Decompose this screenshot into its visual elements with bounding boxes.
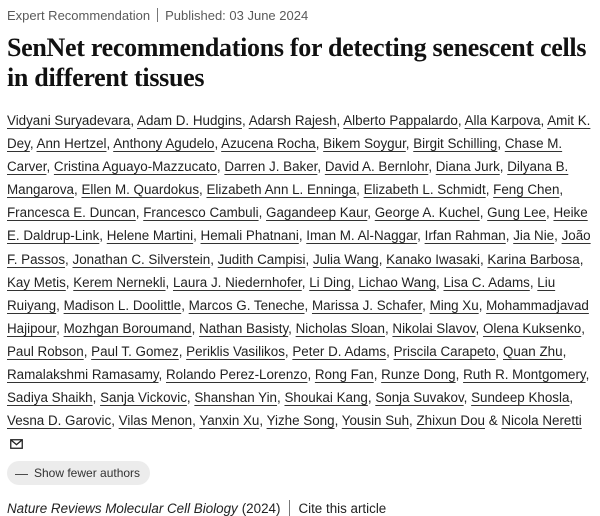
author-link[interactable]: David A. Bernlohr <box>324 159 429 175</box>
author-link[interactable]: Adarsh Rajesh <box>248 113 337 128</box>
author-link[interactable]: Francesco Cambuli <box>143 205 259 221</box>
author-link[interactable]: Kerem Nernekli <box>73 274 166 290</box>
author-link[interactable]: Gung Lee <box>487 205 546 221</box>
article-type: Expert Recommendation <box>7 7 151 23</box>
author-link[interactable]: Yanxin Xu <box>199 413 260 429</box>
author-link[interactable]: Madison L. Doolittle <box>63 297 182 313</box>
author-link[interactable]: Ming Xu <box>429 297 479 313</box>
author-link[interactable]: Priscila Carapeto <box>393 343 496 359</box>
author-link[interactable]: Helene Martini <box>106 228 194 244</box>
envelope-icon[interactable] <box>10 439 23 449</box>
author-link[interactable]: Ellen M. Quardokus <box>81 182 200 198</box>
author-link[interactable]: Gagandeep Kaur <box>266 205 368 221</box>
author-link[interactable]: Sundeep Khosla <box>471 390 570 406</box>
author-link[interactable]: Mohammadjavad Hajipour <box>7 297 589 336</box>
author-link[interactable]: Irfan Rahman <box>424 228 506 244</box>
author-link[interactable]: Vesna D. Garovic <box>7 413 112 429</box>
author-link[interactable]: Ruth R. Montgomery <box>463 367 586 383</box>
author-link[interactable]: Chase M. Carver <box>7 136 563 175</box>
author-link[interactable]: Sadiya Shaikh <box>7 390 93 406</box>
author-link[interactable]: Liu Ruiyang <box>7 274 556 313</box>
author-link[interactable]: Peter D. Adams <box>292 343 387 359</box>
author-link[interactable]: Heike E. Daldrup-Link <box>7 205 588 244</box>
author-link[interactable]: Shanshan Yin <box>194 390 278 406</box>
author-link[interactable]: Birgit Schilling <box>413 136 498 152</box>
author-link[interactable]: Nikolai Slavov <box>392 320 476 336</box>
author-link[interactable]: George A. Kuchel <box>374 205 480 221</box>
author-link[interactable]: Mozhgan Boroumand <box>63 320 192 336</box>
author-link[interactable]: Iman M. Al-Naggar <box>306 228 418 244</box>
author-link[interactable]: Runze Dong <box>381 367 456 383</box>
author-link[interactable]: Sanja Vickovic <box>100 390 187 406</box>
citation-divider <box>289 500 290 516</box>
author-link[interactable]: Yizhe Song <box>266 413 335 429</box>
show-fewer-label: Show fewer authors <box>34 466 141 481</box>
author-link[interactable]: Zhixun Dou <box>416 413 485 429</box>
author-link[interactable]: Quan Zhu <box>503 343 563 359</box>
author-link[interactable]: Rong Fan <box>314 367 374 383</box>
journal-link[interactable]: Nature Reviews Molecular Cell Biology <box>7 500 238 516</box>
author-link[interactable]: Marissa J. Schafer <box>311 297 423 313</box>
minus-icon: — <box>15 465 28 481</box>
author-link[interactable]: Darren J. Baker <box>224 159 318 175</box>
author-link[interactable]: Periklis Vasilikos <box>186 343 285 359</box>
author-link[interactable]: Li Ding <box>309 274 351 290</box>
author-link[interactable]: Amit K. Dey <box>7 113 591 152</box>
article-meta <box>7 7 595 23</box>
author-link[interactable]: Bikem Soygur <box>323 136 406 152</box>
author-link[interactable]: Vidyani Suryadevara <box>7 113 131 128</box>
author-link[interactable]: Alla Karpova <box>464 113 541 128</box>
author-link[interactable]: Judith Campisi <box>217 251 306 267</box>
author-link[interactable]: Paul T. Gomez <box>91 343 179 359</box>
author-link[interactable]: Cristina Aguayo-Mazzucato <box>53 159 217 175</box>
author-link[interactable]: Adam D. Hudgins <box>137 113 242 128</box>
author-link[interactable]: Yousin Suh <box>341 413 410 429</box>
author-separator: & <box>488 413 498 429</box>
author-link[interactable]: Vilas Menon <box>118 413 193 429</box>
article-title: SenNet recommendations for detecting senescent cells in different tissues <box>7 33 587 92</box>
author-link[interactable]: Nicholas Sloan <box>295 320 385 336</box>
author-link[interactable]: Elizabeth Ann L. Enninga <box>206 182 357 198</box>
author-link[interactable]: Jonathan C. Silverstein <box>72 251 211 267</box>
author-link[interactable]: Lisa C. Adams <box>443 274 530 290</box>
author-link[interactable]: Anthony Agudelo <box>113 136 215 152</box>
author-link[interactable]: Karina Barbosa <box>487 251 580 267</box>
author-link[interactable]: Nicola Neretti <box>501 413 582 429</box>
author-link[interactable]: Alberto Pappalardo <box>343 113 458 128</box>
author-link[interactable]: Marcos G. Teneche <box>188 297 305 313</box>
citation-line <box>7 500 595 516</box>
author-link[interactable]: Jia Nie <box>513 228 555 244</box>
author-link[interactable]: Hemali Phatnani <box>200 228 299 244</box>
author-link[interactable]: Sonja Suvakov <box>375 390 464 406</box>
author-link[interactable]: João F. Passos <box>7 228 591 267</box>
meta-divider <box>157 8 158 22</box>
author-link[interactable]: Laura J. Niedernhofer <box>172 274 302 290</box>
publication-year: (2024) <box>241 500 281 516</box>
author-link[interactable]: Ramalakshmi Ramasamy <box>7 367 159 383</box>
author-link[interactable]: Kanako Iwasaki <box>386 251 480 267</box>
author-link[interactable]: Paul Robson <box>7 343 84 359</box>
author-link[interactable]: Azucena Rocha <box>221 136 316 152</box>
show-fewer-authors-button[interactable] <box>7 461 150 485</box>
author-link[interactable]: Rolando Perez-Lorenzo <box>166 367 308 383</box>
author-link[interactable]: Olena Kuksenko <box>482 320 582 336</box>
author-link[interactable]: Diana Jurk <box>435 159 500 175</box>
author-link[interactable]: Shoukai Kang <box>284 390 368 406</box>
author-link[interactable]: Francesca E. Duncan <box>7 205 136 221</box>
author-link[interactable]: Lichao Wang <box>358 274 437 290</box>
publish-date: Published: 03 June 2024 <box>165 7 309 23</box>
author-link[interactable]: Nathan Basisty <box>199 320 289 336</box>
author-link[interactable]: Dilyana B. Mangarova <box>7 159 569 198</box>
author-link[interactable]: Feng Chen <box>493 182 560 198</box>
author-list: Vidyani Suryadevara, Adam D. Hudgins, Adarsh Rajesh, Alberto Pappalardo, Alla Karpova, Amit K. Dey, Ann Hertzel, Anthony Agudelo, Azucena Rocha, Bikem Soygur, Birgit Schilling, Chase M. Carver, Cristina Aguayo-Mazzucato, Darren J. Baker, David A. Bernlohr, Diana Jurk, Dilyana B. Mangarova, Ellen M. Quardokus, Elizabeth Ann L. Enninga, Elizabeth L. Schmidt, Feng Chen, Francesca E. Duncan, Francesco Cambuli, Gagandeep Kaur, George A. Kuchel, Gung Lee, Heike E. Daldrup-Link, Helene Martini, Hemali Phatnani, Iman M. Al-Naggar, Irfan Rahman, Jia Nie, João F. Passos, Jonathan C. Silverstein, Judith Campisi, Julia Wang, Kanako Iwasaki, Karina Barbosa, Kay Metis, Kerem Nernekli, Laura J. Niedernhofer, Li Ding, Lichao Wang, Lisa C. Adams, Liu Ruiyang, Madison L. Doolittle, Marcos G. Teneche, Marissa J. Schafer, Ming Xu, Mohammadjavad Hajipour, Mozhgan Boroumand, Nathan Basisty, Nicholas Sloan, Nikolai Slavov, Olena Kuksenko, Paul Robson, Paul T. Gomez, Periklis Vasilikos, Peter D. Adams, Priscila Carapeto, Quan Zhu, Ramalakshmi Ramasamy, Rolando Perez-Lorenzo, Rong Fan, Runze Dong, Ruth R. Montgomery, Sadiya Shaikh, Sanja Vickovic, Shanshan Yin, Shoukai Kang, Sonja Suvakov, Sundeep Khosla, Vesna D. Garovic, Vilas Menon, Yanxin Xu, Yizhe Song, Yousin Suh, Zhixun Dou & Nicola Neretti <box>7 109 595 455</box>
author-link[interactable]: Ann Hertzel <box>36 136 107 152</box>
author-link[interactable]: Julia Wang <box>312 251 379 267</box>
author-link[interactable]: Kay Metis <box>7 274 66 290</box>
author-link[interactable]: Elizabeth L. Schmidt <box>363 182 486 198</box>
cite-this-article-link[interactable]: Cite this article <box>298 500 387 516</box>
